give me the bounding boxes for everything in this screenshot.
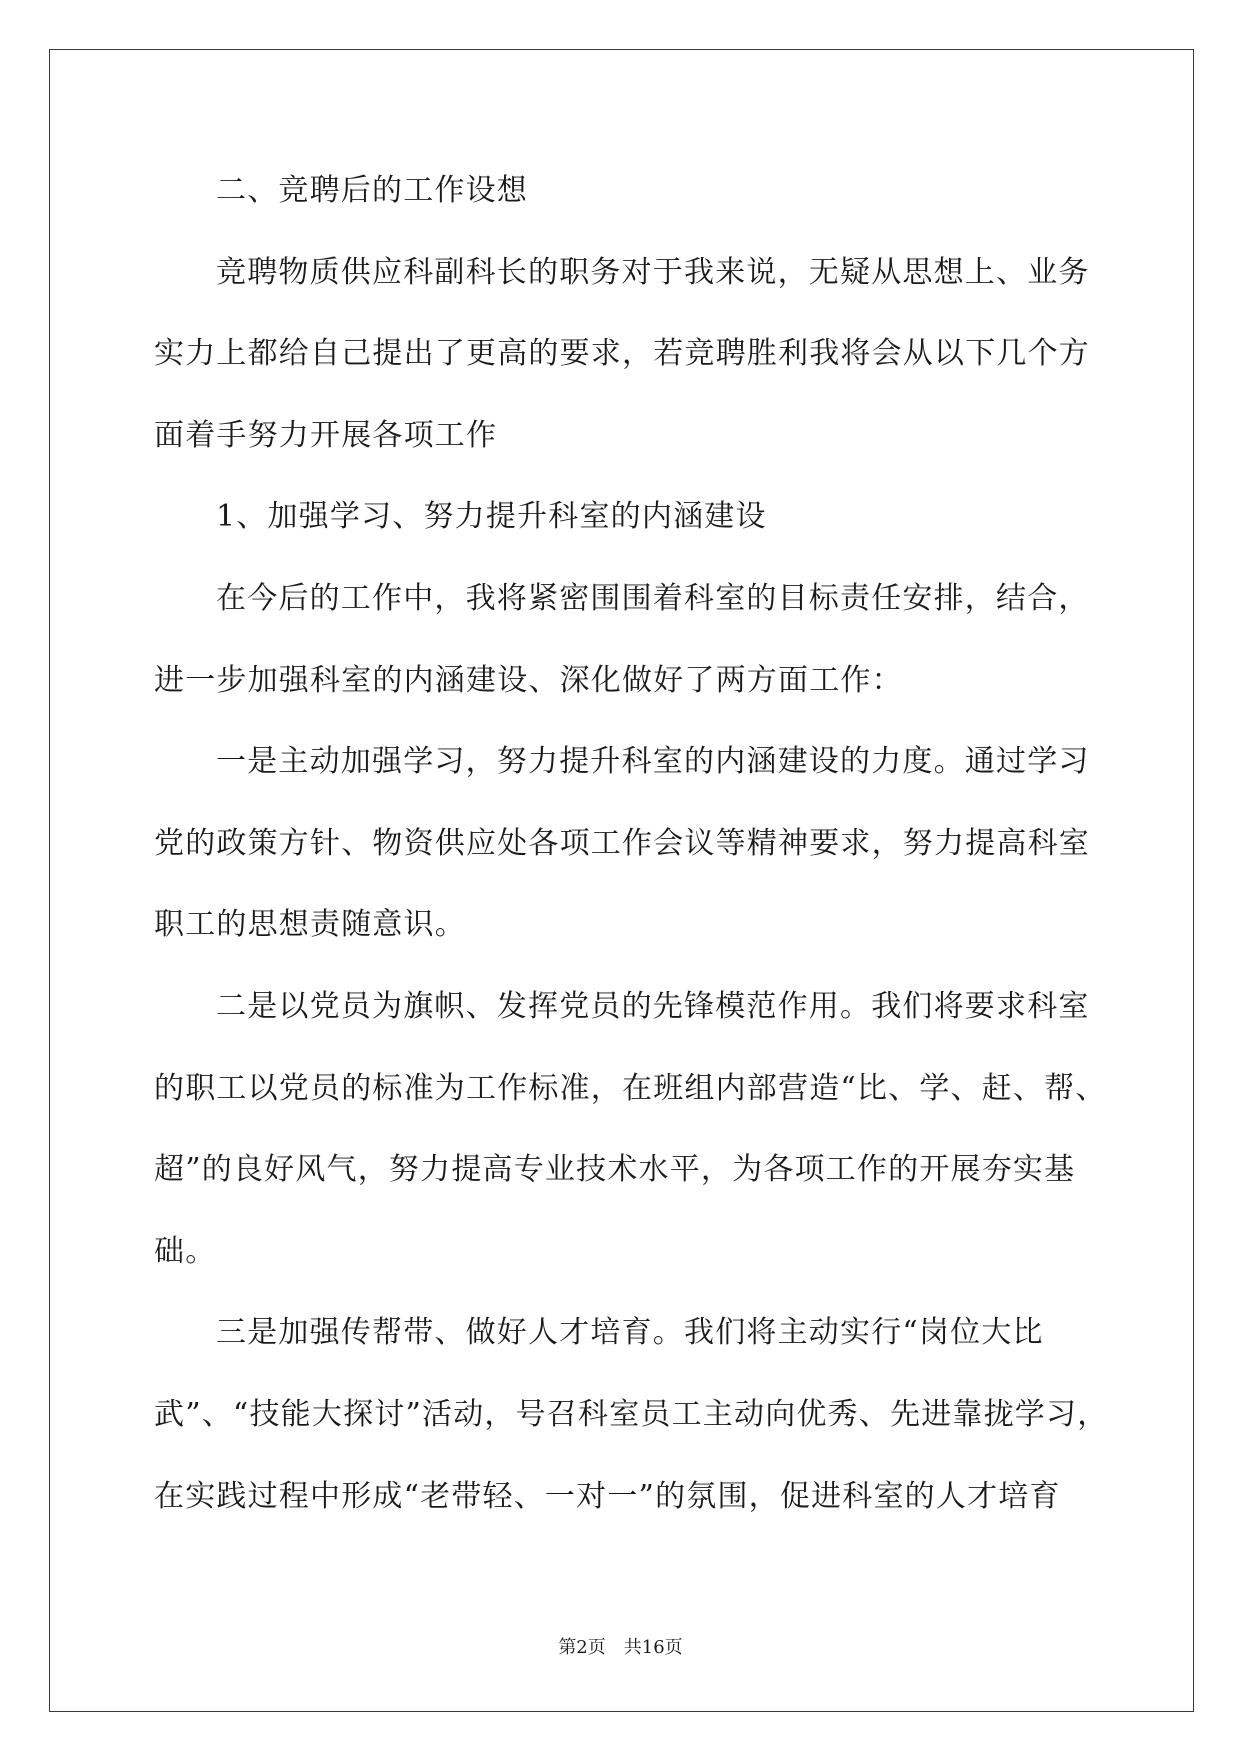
paragraph-line: 竞聘物质供应科副科长的职务对于我来说，无疑从思想上、业务 bbox=[216, 254, 1090, 290]
paragraph-line: 础。 bbox=[154, 1233, 217, 1269]
paragraph-line: 武”、“技能大探讨”活动，号召科室员工主动向优秀、先进靠拢学习， bbox=[154, 1396, 1109, 1432]
paragraph-line: 在实践过程中形成“老带轻、一对一”的氛围，促进科室的人才培育 bbox=[154, 1478, 1061, 1514]
subsection-heading: 1、加强学习、努力提升科室的内涵建设 bbox=[216, 499, 767, 535]
page-total: 共16页 bbox=[623, 1637, 683, 1658]
page-footer bbox=[0, 1636, 1241, 1660]
paragraph-line: 三是加强传帮带、做好人才培育。我们将主动实行“岗位大比 bbox=[216, 1315, 1044, 1351]
document-body bbox=[154, 150, 1164, 1537]
paragraph-line: 超”的良好风气，努力提高专业技术水平，为各项工作的开展夯实基 bbox=[154, 1152, 1076, 1188]
paragraph-line: 职工的思想责随意识。 bbox=[154, 907, 466, 943]
paragraph-line: 在今后的工作中，我将紧密围围着科室的目标责任安排，结合， bbox=[216, 580, 1090, 616]
paragraph-line: 的职工以党员的标准为工作标准，在班组内部营造“比、学、赶、帮、 bbox=[154, 1070, 1107, 1106]
paragraph-line: 二是以党员为旗帜、发挥党员的先锋模范作用。我们将要求科室 bbox=[216, 988, 1090, 1024]
paragraph-line: 党的政策方针、物资供应处各项工作会议等精神要求，努力提高科室 bbox=[154, 825, 1090, 861]
paragraph-line: 实力上都给自己提出了更高的要求，若竞聘胜利我将会从以下几个方 bbox=[154, 336, 1090, 372]
paragraph-line: 进一步加强科室的内涵建设、深化做好了两方面工作： bbox=[154, 662, 903, 698]
paragraph-line: 面着手努力开展各项工作 bbox=[154, 417, 498, 453]
section-heading: 二、竞聘后的工作设想 bbox=[216, 173, 528, 208]
page-number: 第2页 bbox=[558, 1637, 606, 1658]
paragraph-line: 一是主动加强学习，努力提升科室的内涵建设的力度。通过学习 bbox=[216, 744, 1090, 780]
